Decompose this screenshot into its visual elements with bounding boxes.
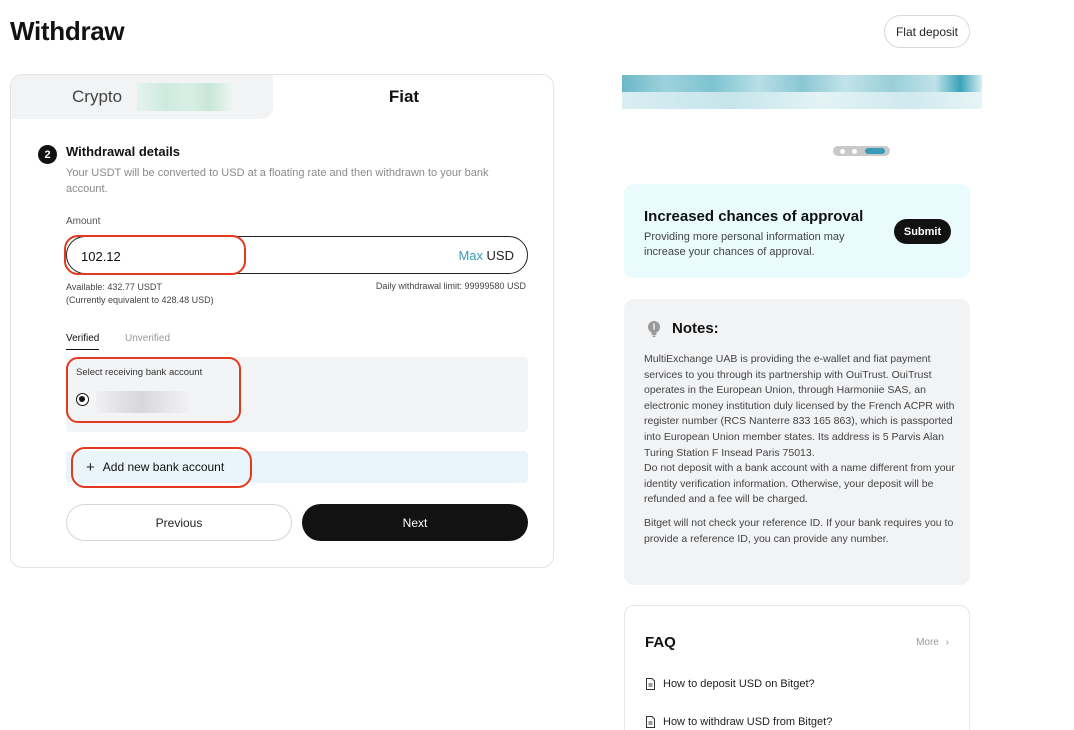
bank-account-radio[interactable] — [76, 393, 89, 406]
equivalent-text: (Currently equivalent to 428.48 USD) — [66, 295, 214, 305]
notes-paragraph: Do not deposit with a bank account with a name different from your identity verification information. Otherwise, your deposit will be refunded and a fee will be charged. — [644, 462, 955, 506]
redacted-bank-account[interactable] — [96, 391, 188, 413]
document-icon — [645, 678, 656, 690]
faq-title: FAQ — [645, 634, 676, 651]
amount-field[interactable] — [66, 236, 528, 274]
faq-item[interactable] — [645, 716, 832, 728]
notes-paragraph: MultiExchange UAB is providing the e-wallet and fiat payment services to you through its partnership with OuiTrust. OuiTrust operates in the European Union, through Harmoniie SAS, an electronic money institution duly licensed by the French ACPR with register number (RCS Nanterre 833 165 863), which is passported into European Union member states. Its address is 5 Parvis Alan Turing Station F Insead Paris 75013. — [644, 353, 955, 459]
redacted-area — [137, 83, 233, 111]
tab-fiat[interactable]: Fiat — [388, 87, 420, 106]
chevron-right-icon: › — [945, 637, 949, 648]
faq-item[interactable] — [645, 678, 815, 690]
previous-button[interactable]: Previous — [66, 504, 292, 541]
daily-limit: Daily withdrawal limit: 99999580 USD — [375, 281, 526, 291]
document-icon — [645, 716, 656, 728]
faq-more-link[interactable] — [916, 637, 949, 648]
faq-item-label: How to deposit USD on Bitget? — [663, 678, 815, 690]
faq-item-label: How to withdraw USD from Bitget? — [663, 716, 833, 728]
add-bank-label: Add new bank account — [102, 460, 225, 474]
next-button[interactable]: Next — [302, 504, 528, 541]
add-bank-account-button[interactable] — [66, 451, 528, 483]
currency-tabs — [11, 75, 554, 119]
step-description: Your USDT will be converted to USD at a floating rate and then withdrawn to your bank account. — [66, 167, 489, 195]
withdraw-card — [10, 74, 554, 568]
plus-icon: + — [86, 458, 95, 476]
approval-description: Providing more personal information may increase your chances of approval. — [644, 231, 845, 258]
currency-label: USD — [486, 248, 514, 263]
carousel-dot[interactable] — [852, 149, 857, 154]
carousel-dot[interactable] — [840, 149, 845, 154]
promo-banner[interactable] — [622, 75, 982, 109]
flat-deposit-button[interactable]: Flat deposit — [884, 15, 970, 48]
available-balance — [66, 281, 214, 307]
step-title: Withdrawal details — [66, 144, 181, 159]
faq-card — [624, 605, 970, 730]
tab-crypto-label: Crypto — [72, 87, 123, 106]
bank-select-label: Select receiving bank account — [76, 367, 203, 378]
banner-lower-strip — [622, 92, 982, 109]
tab-verified[interactable]: Verified — [66, 333, 99, 350]
approval-card — [624, 184, 970, 278]
carousel-dot-active[interactable] — [865, 148, 885, 154]
faq-more-label: More — [916, 637, 939, 648]
bank-account-selector — [66, 357, 528, 432]
available-text: Available: 432.77 USDT — [66, 282, 162, 292]
carousel-dots[interactable] — [833, 146, 890, 156]
step-badge: 2 — [38, 145, 57, 164]
tab-crypto[interactable] — [11, 75, 273, 119]
approval-title: Increased chances of approval — [644, 208, 864, 225]
amount-label: Amount — [66, 216, 101, 227]
lightbulb-icon — [644, 319, 664, 339]
tab-unverified[interactable]: Unverified — [125, 333, 171, 344]
notes-body — [644, 352, 956, 555]
amount-input[interactable] — [81, 246, 381, 266]
page-title: Withdraw — [10, 16, 125, 46]
notes-paragraph: Bitget will not check your reference ID. If your bank requires you to provide a reference ID, you can provide any number. — [644, 516, 954, 545]
submit-button[interactable]: Submit — [894, 219, 951, 244]
notes-card — [624, 299, 970, 585]
notes-title: Notes: — [672, 320, 719, 337]
max-button[interactable]: Max — [458, 248, 483, 263]
